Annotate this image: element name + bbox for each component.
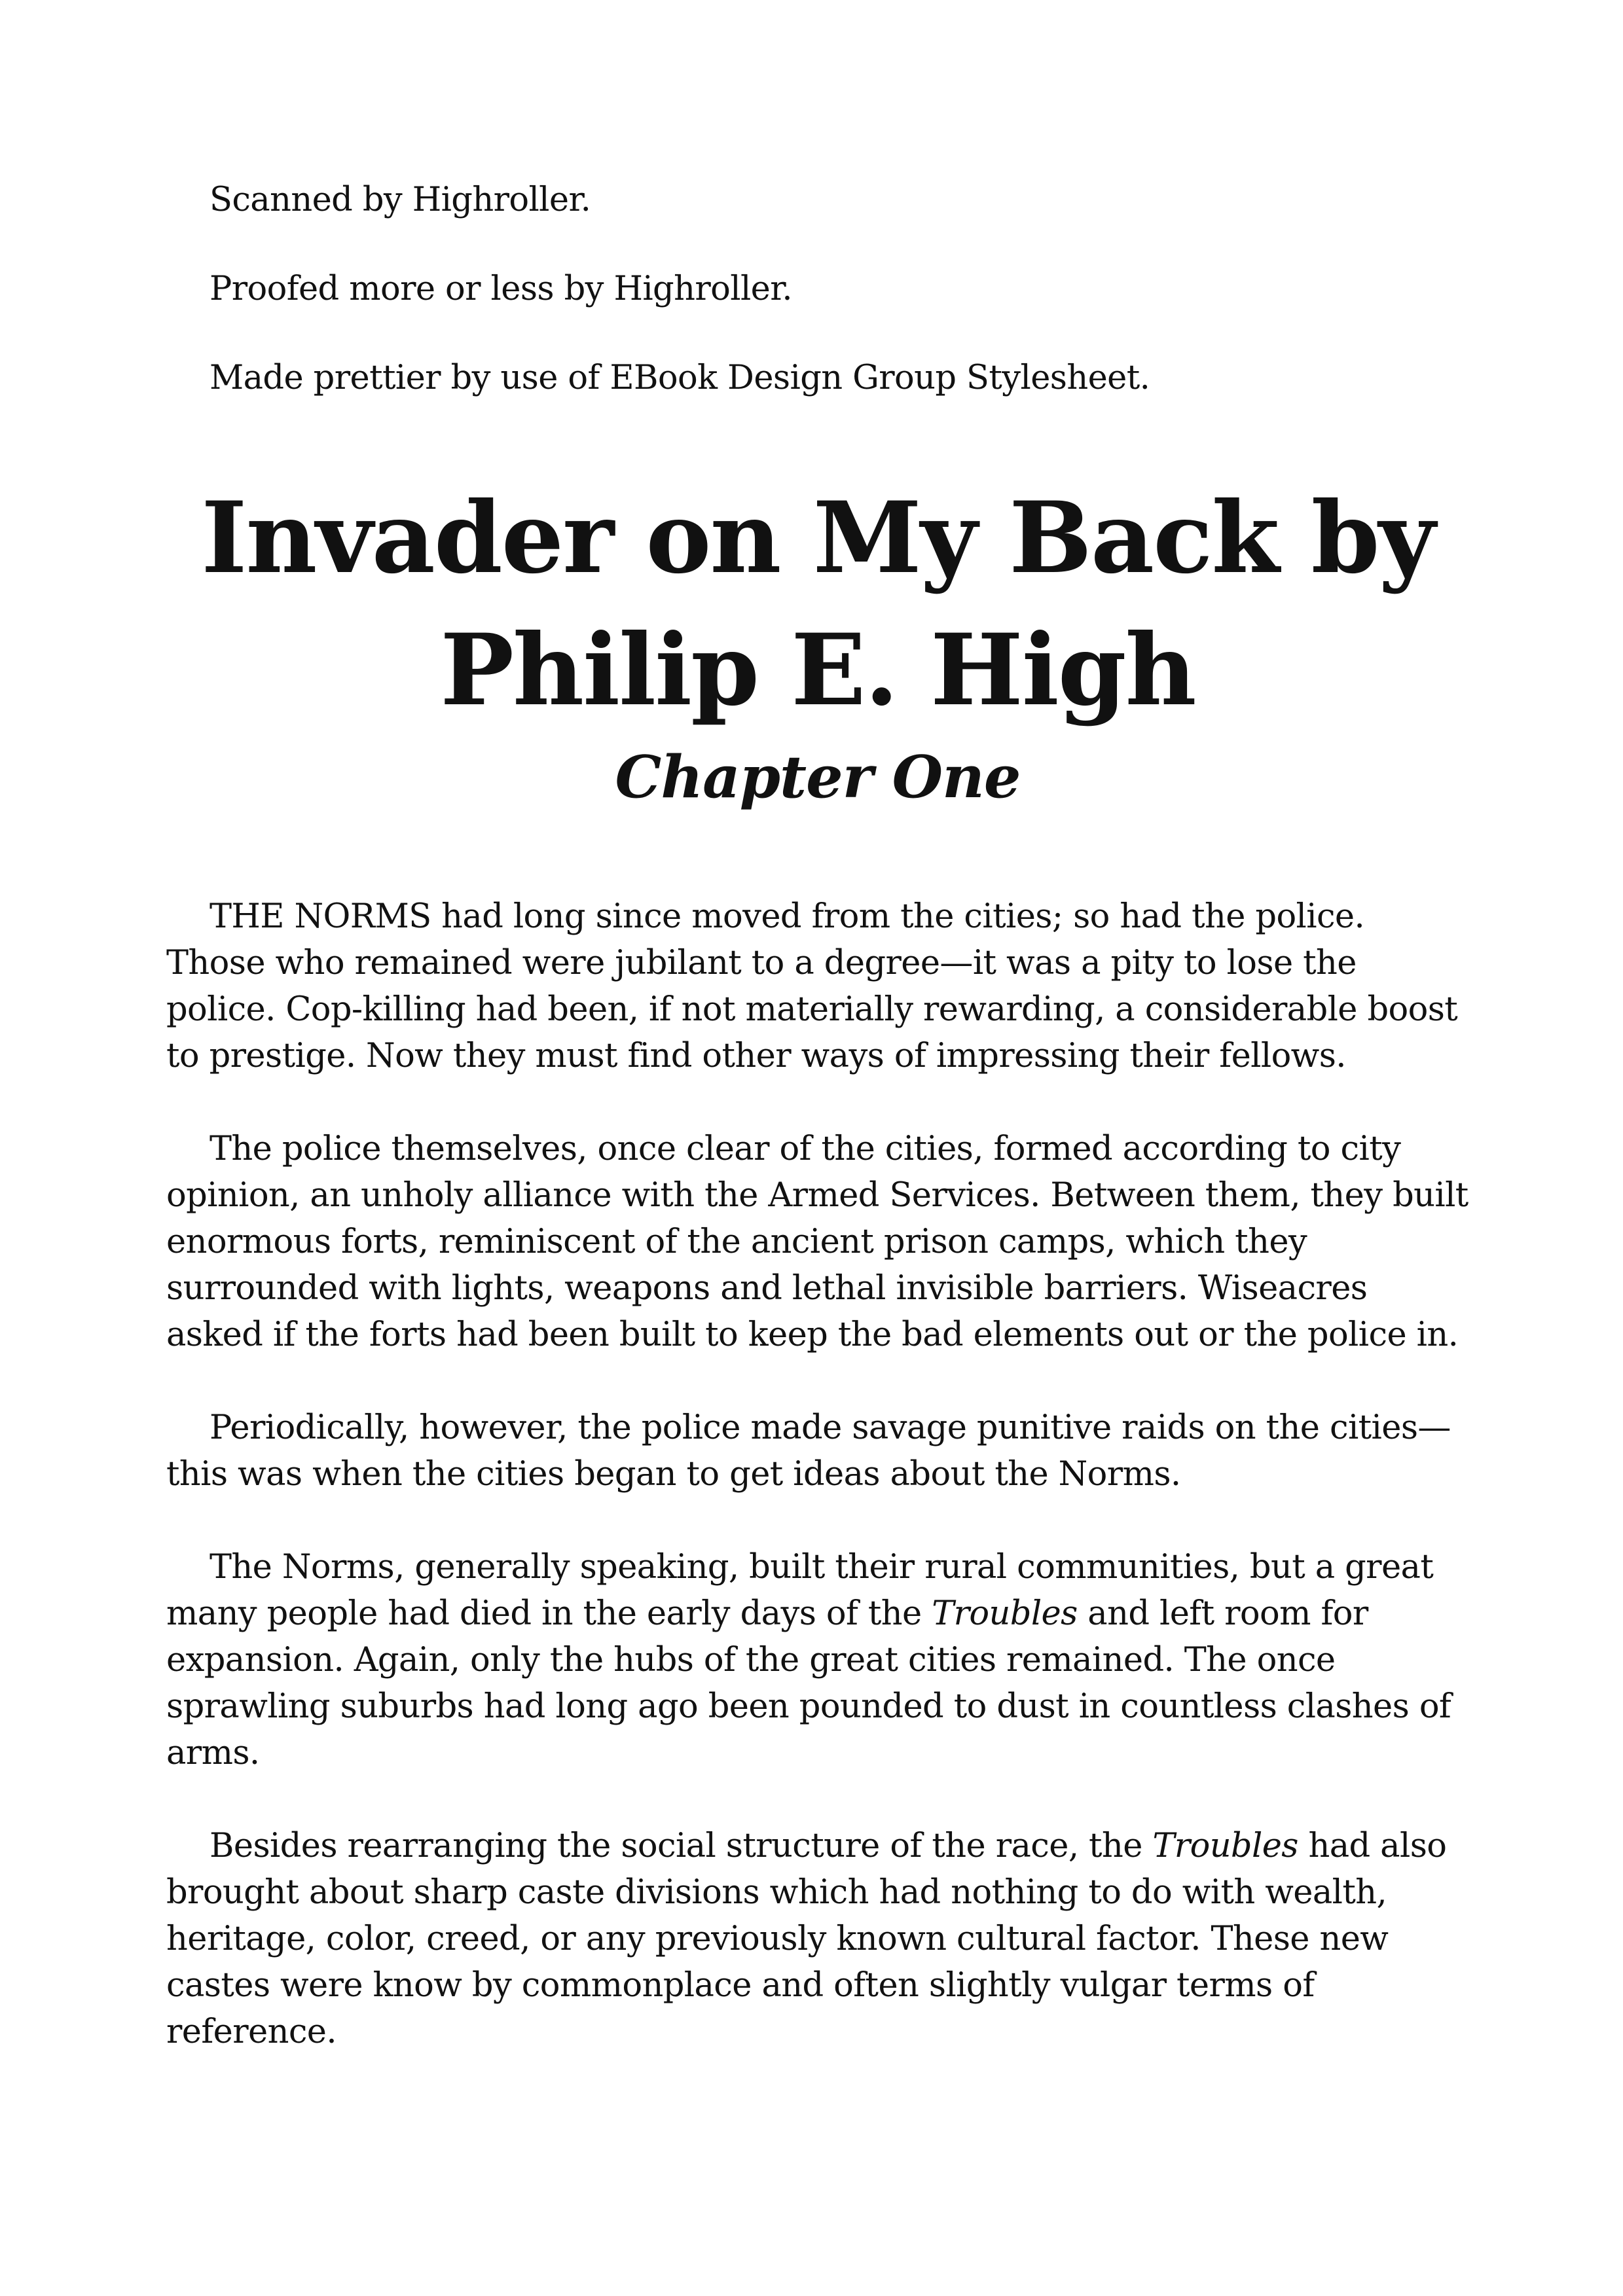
paragraph-5-emphasis: Troubles	[1152, 1827, 1298, 1865]
paragraph-4-emphasis: Troubles	[932, 1594, 1078, 1633]
chapter-heading: Chapter One	[615, 742, 1021, 811]
paragraph-1: THE NORMS had long since moved from the cities; so had the police. Those who remained were jubilant to a degree—it was a pity to lose the police. Cop-killing had been, if not materially rewarding, a considerable boost to prestige. Now they must find other ways of impressing their fellows.	[166, 897, 1458, 1075]
book-title: Invader on My Back by Philip E. High	[201, 480, 1434, 728]
paragraph-2: The police themselves, once clear of the cities, formed according to city opinion, an unholy alliance with the Armed Services. Between them, they built enormous forts, reminiscent of the ancient prison camps, which they surrounded with lights, weapons and lethal invisible barriers. Wiseacres asked if the forts had been built to keep the bad elements out or the police in.	[166, 1130, 1468, 1354]
scan-credit: Scanned by Highroller.	[210, 181, 591, 219]
paragraph-5-text-b: had also brought about sharp caste divisions which had nothing to do with wealth, heritage, color, creed, or any previously known cultural factor. These new castes were know by commonplace and often slightly vulgar terms of reference.	[166, 1827, 1447, 2051]
ebook-page	[166, 177, 1469, 2102]
paragraph-4-text-b: and left room for expansion. Again, only the hubs of the great cities remained. The once sprawling suburbs had long ago been pounded to dust in countless clashes of arms.	[166, 1594, 1451, 1772]
paragraph-3: Periodically, however, the police made savage punitive raids on the cities—this was when the cities began to get ideas about the Norms.	[166, 1408, 1451, 1494]
paragraph-4	[166, 1544, 1469, 1776]
paragraph-5-text-a: Besides rearranging the social structure of the race, the	[210, 1827, 1153, 1865]
paragraph-5	[166, 1823, 1469, 2055]
proof-credit: Proofed more or less by Highroller.	[210, 270, 793, 308]
paragraph-4-text-a: The Norms, generally speaking, built their rural communities, but a great many people had died in the early days of the	[166, 1548, 1434, 1633]
stylesheet-credit: Made prettier by use of EBook Design Group Stylesheet.	[210, 359, 1150, 397]
chapter-text	[166, 893, 1469, 2055]
